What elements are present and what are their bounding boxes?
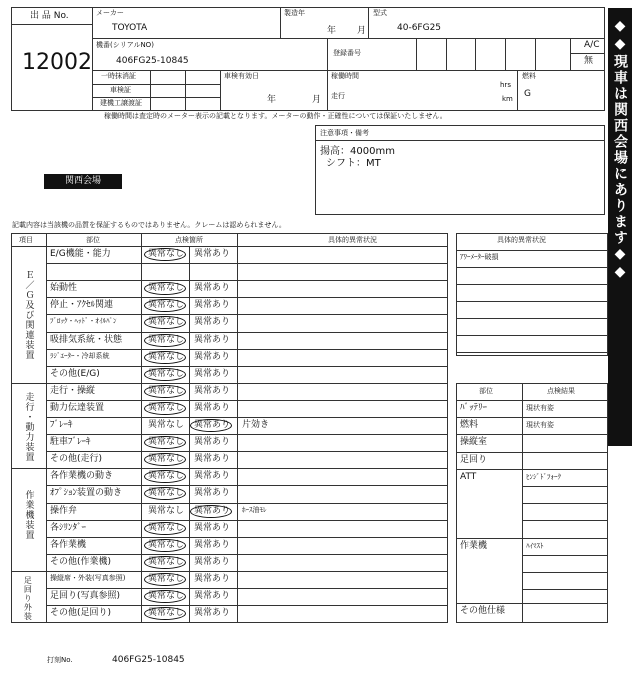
row-part: ﾌﾞﾛｯｸ・ﾍｯﾄﾞ・ｵｲﾙﾊﾟﾝ xyxy=(50,317,117,325)
expiry-year-unit: 年 xyxy=(267,95,277,105)
serial-value: 406FG25-10845 xyxy=(116,56,189,66)
month-unit: 月 xyxy=(357,26,367,36)
group-engine: Ｅ／Ｇ及び関連装置 xyxy=(23,270,34,360)
location-sidebar xyxy=(608,8,632,446)
row-part: E/G機能・能力 xyxy=(50,249,111,259)
right-result-header: 点検結果 xyxy=(547,387,575,395)
status-ng: 異常あり xyxy=(194,523,231,533)
status-ok: 異常なし xyxy=(148,540,185,550)
right-row-part: 燃料 xyxy=(460,420,479,430)
status-ok: 異常なし xyxy=(148,608,185,618)
row-part: その他(走行) xyxy=(50,454,103,464)
right-row-part: 足回り xyxy=(460,455,488,465)
right-row-part: 操縦室 xyxy=(460,437,488,447)
row-part: 停止・ｱｸｾﾙ関連 xyxy=(50,300,114,310)
stamp-label: 打刻No. xyxy=(47,656,73,664)
status-ok: 異常なし xyxy=(148,488,185,498)
selected-oval xyxy=(144,282,186,295)
status-ok: 異常なし xyxy=(148,386,185,396)
status-ok: 異常なし xyxy=(148,403,185,413)
venue-badge: 関西会場 xyxy=(44,174,122,189)
status-ok: 異常なし xyxy=(148,437,185,447)
status-ok: 異常なし xyxy=(148,335,185,345)
selected-oval xyxy=(190,419,232,432)
selected-oval xyxy=(144,590,186,603)
status-ng: 異常あり xyxy=(194,352,231,362)
row-detail: 片効き xyxy=(242,420,270,430)
construction-cert-label: 建機工譲渡証 xyxy=(100,99,142,107)
selected-oval xyxy=(144,248,186,261)
selected-oval xyxy=(144,556,186,569)
notes-line1: 揚高：4000mm xyxy=(320,146,395,157)
row-part: ｵﾌﾟｼｮﾝ装置の動き xyxy=(50,488,123,498)
right-detail-first: ｱﾜｰﾒｰﾀｰ破損 xyxy=(460,253,499,261)
year-label: 製造年 xyxy=(284,9,305,17)
fuel-label: 燃料 xyxy=(522,72,536,80)
maker-label: メーカー xyxy=(96,9,124,17)
status-ok: 異常なし xyxy=(148,420,185,430)
row-part: 吸排気系統・状態 xyxy=(50,335,123,345)
status-ok: 異常なし xyxy=(148,506,185,516)
row-part: ﾗｼﾞｴｰﾀｰ・冷却系統 xyxy=(50,352,110,360)
status-ng: 異常あり xyxy=(194,557,231,567)
year-unit: 年 xyxy=(327,26,337,36)
km-unit: km xyxy=(502,95,513,103)
right-row-part: ﾊﾞｯﾃﾘｰ xyxy=(460,403,488,413)
status-ng: 異常あり xyxy=(194,454,231,464)
fuel-value: G xyxy=(524,89,531,99)
th-check: 点検箇所 xyxy=(175,236,203,244)
status-ok: 異常なし xyxy=(148,249,185,259)
temp-plate-label: 一時抹消証 xyxy=(101,72,136,80)
travel-label: 走行 xyxy=(331,92,345,100)
status-ng: 異常あり xyxy=(194,317,231,327)
right-part-header: 部位 xyxy=(479,387,493,395)
right-row-result: ﾊｲﾏｽﾄ xyxy=(526,542,544,550)
row-part: 操作弁 xyxy=(50,506,78,516)
inspection-cert-label: 車検証 xyxy=(110,86,131,94)
status-ng: 異常あり xyxy=(194,540,231,550)
row-part: 始動性 xyxy=(50,283,78,293)
notice-hours: 稼働時間は査定時のメーター表示の記載となります。メーターの動作・正確性については保証いたしません。 xyxy=(104,112,447,120)
reg-label: 登録番号 xyxy=(333,49,361,57)
th-part: 部位 xyxy=(86,236,100,244)
selected-oval xyxy=(144,316,186,329)
row-part: 各作業機 xyxy=(50,540,87,550)
disclaimer: 記載内容は当該機の品質を保証するものではありません。クレームは認められません。 xyxy=(12,221,286,229)
row-detail: ﾎｰｽ油ﾓﾚ xyxy=(242,506,267,514)
row-part: 駐車ﾌﾞﾚｰｷ xyxy=(50,437,91,447)
lot-label: 出 品 No. xyxy=(30,11,69,21)
status-ng: 異常あり xyxy=(194,471,231,481)
right-row-part: 作業機 xyxy=(460,541,488,551)
row-part: ﾌﾞﾚｰｷ xyxy=(50,420,73,430)
right-detail-table xyxy=(456,233,608,356)
status-ng: 異常あり xyxy=(194,369,231,379)
status-ng: 異常あり xyxy=(194,488,231,498)
status-ok: 異常なし xyxy=(148,591,185,601)
maker-value: TOYOTA xyxy=(112,23,148,33)
status-ng: 異常あり xyxy=(194,437,231,447)
selected-oval xyxy=(144,402,186,415)
status-ok: 異常なし xyxy=(148,300,185,310)
selected-oval xyxy=(144,385,186,398)
expiry-month-unit: 月 xyxy=(312,95,322,105)
selected-oval xyxy=(144,334,186,347)
row-part: 足回り(写真参照) xyxy=(50,591,121,601)
model-value: 40-6FG25 xyxy=(397,23,442,33)
group-travel: 走行・動力装置 xyxy=(23,392,34,462)
hours-label: 稼働時間 xyxy=(331,72,359,80)
sidebar-text: ◆◆現車は関西会場にあります◆◆ xyxy=(612,18,628,282)
status-ng: 異常あり xyxy=(194,386,231,396)
status-ok: 異常なし xyxy=(148,523,185,533)
selected-oval xyxy=(144,573,186,586)
selected-oval xyxy=(144,470,186,483)
serial-label: 機番(シリアルNO) xyxy=(96,41,154,49)
right-row-result: 現状有姿 xyxy=(526,404,554,412)
status-ng: 異常あり xyxy=(194,420,231,430)
status-ng: 異常あり xyxy=(194,591,231,601)
inspection-expiry-label: 車検有効日 xyxy=(224,72,259,80)
status-ng: 異常あり xyxy=(194,574,231,584)
row-part: その他(作業機) xyxy=(50,557,112,567)
status-ok: 異常なし xyxy=(148,283,185,293)
selected-oval xyxy=(144,522,186,535)
status-ok: 異常なし xyxy=(148,317,185,327)
status-ng: 異常あり xyxy=(194,249,231,259)
row-part: 各作業機の動き xyxy=(50,471,114,481)
status-ok: 異常なし xyxy=(148,352,185,362)
row-part: その他(E/G) xyxy=(50,369,100,379)
selected-oval xyxy=(144,351,186,364)
lot-number: 12002 xyxy=(22,50,92,75)
selected-oval xyxy=(144,299,186,312)
ac-value: 無 xyxy=(584,56,594,66)
ac-label: A/C xyxy=(584,40,600,50)
group-feet: 足回り外装 xyxy=(23,576,33,621)
hrs-unit: hrs xyxy=(500,81,511,89)
row-part: その他(足回り) xyxy=(50,608,112,618)
status-ok: 異常なし xyxy=(148,574,185,584)
selected-oval xyxy=(144,539,186,552)
row-part: 走行・操縦 xyxy=(50,386,96,396)
status-ok: 異常なし xyxy=(148,471,185,481)
status-ng: 異常あり xyxy=(194,335,231,345)
selected-oval xyxy=(144,607,186,620)
selected-oval xyxy=(144,487,186,500)
stamp-value: 406FG25-10845 xyxy=(112,655,185,665)
right-row-part: その他仕様 xyxy=(460,606,506,616)
notes-box xyxy=(315,125,605,215)
row-part: 各ｼﾘﾝﾀﾞｰ xyxy=(50,523,87,533)
row-part: 操縦席・外装(写真参照) xyxy=(50,574,126,582)
status-ng: 異常あり xyxy=(194,506,231,516)
status-ng: 異常あり xyxy=(194,300,231,310)
header-box xyxy=(11,7,605,111)
status-ng: 異常あり xyxy=(194,283,231,293)
selected-oval xyxy=(144,436,186,449)
right-row-result: ﾋﾝｼﾞﾄﾞﾌｫｰｸ xyxy=(526,473,561,481)
th-item: 項目 xyxy=(19,236,33,244)
status-ng: 異常あり xyxy=(194,608,231,618)
status-ok: 異常なし xyxy=(148,557,185,567)
th-detail: 具体的異常状況 xyxy=(328,236,377,244)
row-part: 動力伝達装置 xyxy=(50,403,105,413)
model-label: 型式 xyxy=(373,9,387,17)
status-ok: 異常なし xyxy=(148,454,185,464)
group-work: 作業機装置 xyxy=(23,490,34,540)
status-ng: 異常あり xyxy=(194,403,231,413)
right-detail-header: 具体的異常状況 xyxy=(497,236,546,244)
selected-oval xyxy=(190,505,232,518)
status-ok: 異常なし xyxy=(148,369,185,379)
selected-oval xyxy=(144,368,186,381)
notes-title: 注意事項・備考 xyxy=(320,129,369,137)
notes-line2: シフト：MT xyxy=(326,158,381,169)
right-row-result: 現状有姿 xyxy=(526,421,554,429)
selected-oval xyxy=(144,453,186,466)
right-row-part: ATT xyxy=(460,472,477,482)
